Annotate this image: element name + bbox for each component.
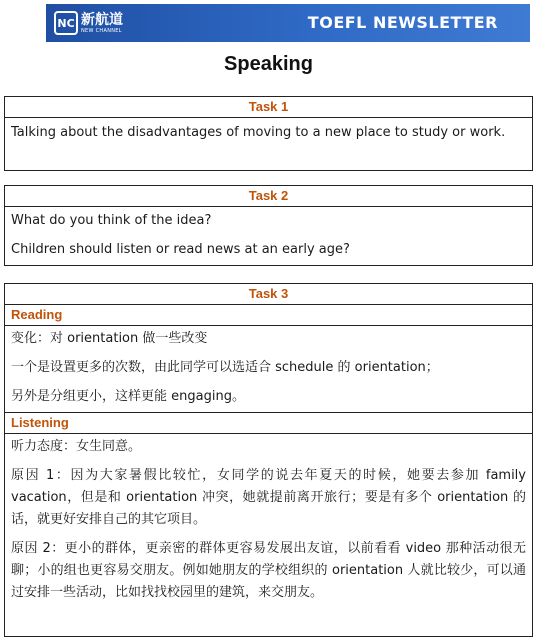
header-banner bbox=[46, 4, 530, 42]
listening-heading: Listening bbox=[5, 413, 532, 434]
logo-english-name: NEW CHANNEL bbox=[81, 27, 122, 34]
task-1-box bbox=[4, 96, 533, 171]
task-2-body bbox=[5, 207, 532, 265]
task-2-question: What do you think of the idea? bbox=[11, 213, 212, 228]
reading-body bbox=[5, 326, 532, 412]
task-1-heading: Task 1 bbox=[5, 97, 532, 118]
reading-heading: Reading bbox=[5, 305, 532, 326]
logo-badge-icon: NC bbox=[54, 11, 78, 35]
reading-line-3: 另外是分组更小，这样更能 engaging。 bbox=[11, 389, 245, 404]
listening-attitude: 听力态度：女生同意。 bbox=[11, 439, 142, 454]
task-1-body bbox=[5, 118, 532, 148]
listening-reason-1: 原因 1：因为大家暑假比较忙，女同学的说去年夏天的时候，她要去参加 family vacation，但是和 orientation 冲突，她就提前离开旅行；要是有多个 orientation 的话，就更好安排自己的其它项目。 bbox=[11, 468, 526, 527]
logo-chinese-name: 新航道 bbox=[81, 11, 123, 28]
listening-reason-2: 原因 2：更小的群体，更亲密的群体更容易发展出友谊，以前看看 video 那种活动很无聊；小的组也更容易交朋友。例如她朋友的学校组织的 orientation 人就比较少，可以通过安排一些活动，比如找找校园里的建筑，来交朋友。 bbox=[11, 541, 526, 600]
task-1-prompt: Talking about the disadvantages of moving to a new place to study or work. bbox=[11, 125, 506, 140]
newsletter-title: TOEFL NEWSLETTER bbox=[307, 13, 498, 32]
reading-line-1: 变化：对 orientation 做一些改变 bbox=[11, 331, 208, 346]
listening-section bbox=[5, 412, 532, 608]
logo-text bbox=[81, 13, 123, 34]
task-2-heading: Task 2 bbox=[5, 186, 532, 207]
task-3-heading: Task 3 bbox=[5, 284, 532, 305]
reading-line-2: 一个是设置更多的次数，由此同学可以选适合 schedule 的 orientation； bbox=[11, 360, 439, 375]
listening-body bbox=[5, 434, 532, 608]
page-title: Speaking bbox=[224, 53, 313, 75]
new-channel-logo bbox=[54, 8, 123, 38]
task-3-box bbox=[4, 283, 533, 637]
task-2-statement: Children should listen or read news at an early age? bbox=[11, 242, 350, 257]
task-2-box bbox=[4, 185, 533, 266]
